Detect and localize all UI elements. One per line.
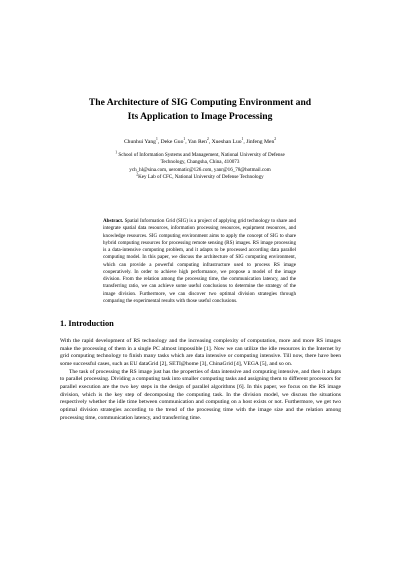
affiliation-2-text: Key Lab of CFC, National University of Defense Technology bbox=[138, 174, 264, 181]
author-affiliation-mark: 1 bbox=[155, 137, 158, 142]
author-affiliation-mark: 2 bbox=[274, 137, 277, 142]
introduction-body bbox=[60, 338, 341, 422]
author-name: Jinfeng Men bbox=[246, 139, 275, 145]
abstract-text: Spatial Information Grid (SIG) is a project of applying grid technology to share and integrate spatial data resources, information processing resources, equipment resources, and knowledge resources. SIG computing environment aims to apply the concept of SIG to share hybrid computing resources for processing remote sensing (RS) images. RS image processing is a data-intensive computing problem, and it adapts to be processed according data parallel computing model. In this paper, we discuss the architecture of SIG computing environment, which can provide a powerful computing infrastructure used to process RS image cooperatively. In order to achieve high performance, we propose a model of the image division. From the relation among the processing time, the communication latency, and the transferring ratio, we can achieve some useful conclusions to determine the strategy of the image division. Furthermore, we can discover two optimal division strategies through comparing the experimental results with those useful conclusions. bbox=[103, 218, 296, 304]
author-name: Deke Guo bbox=[160, 139, 184, 145]
section-heading-introduction: 1. Introduction bbox=[60, 319, 114, 328]
affiliation-1-mark: 1 bbox=[115, 150, 118, 155]
author-affiliation-mark: 1 bbox=[183, 137, 186, 142]
author-emails: ych_hl@sina.com, ueromatic@126.com, yanr@16_78@hotmail.com bbox=[129, 166, 271, 173]
paper-title bbox=[40, 96, 360, 123]
affiliation-1-text: School of Information Systems and Management, National University of Defense bbox=[118, 152, 285, 158]
author-separator: , bbox=[243, 139, 247, 145]
introduction-paragraph-1: With the rapid development of RS technology and the increasing complexity of computation, more and more RS images make the processing of them in a single PC almost impossible [1]. Now we can utilize the idle resources in the Internet by grid computing technology to finish many tasks which are data intensive or computing intensive. Till now, there have been some successful cases, such as EU dataGrid [2], SETI@home [3], ChinaGrid [4], VEGA [5], and so on. bbox=[60, 338, 341, 367]
author-list bbox=[40, 138, 360, 146]
author-name: Yan Ren bbox=[187, 139, 207, 145]
affiliation-1-line-1 bbox=[40, 152, 360, 159]
affiliations bbox=[40, 152, 360, 182]
author-separator: , bbox=[157, 139, 161, 145]
author-name: Xueshan Luo bbox=[211, 139, 242, 145]
abstract-label: Abstract. bbox=[103, 218, 124, 224]
affiliation-2 bbox=[40, 174, 360, 181]
author-separator: , bbox=[185, 139, 188, 145]
author-affiliation-mark: 2 bbox=[206, 137, 209, 142]
affiliation-2-mark: 2 bbox=[136, 172, 139, 177]
paper-title-line-1: The Architecture of SIG Computing Environment and bbox=[88, 97, 312, 108]
author-affiliation-mark: 1 bbox=[241, 137, 244, 142]
author-name: Chunhui Yang bbox=[123, 139, 156, 145]
abstract bbox=[103, 218, 296, 305]
author-separator: , bbox=[208, 139, 212, 145]
introduction-paragraph-2: The task of processing the RS image just has the properties of data intensive and computing intensive, and then it adapts to parallel processing. Dividing a computing task into smaller computing tasks and assigning them to different processors for parallel execution are the two key steps in the design of parallel algorithms [6]. In this paper, we focus on the RS image division, which is the key step of decomposing the computing task. In the division model, we discuss the situations respectively whether the idle time between communication and computing on a host exists or not. Furthermore, we get two optimal division strategies according to the trend of the processing time with the image size and the relation among processing time, communication latency, and transferring time. bbox=[60, 368, 341, 421]
affiliation-1-line-2: Technology, Changsha, China, 410073 bbox=[160, 159, 240, 166]
paper-title-line-2: Its Application to Image Processing bbox=[127, 110, 273, 122]
